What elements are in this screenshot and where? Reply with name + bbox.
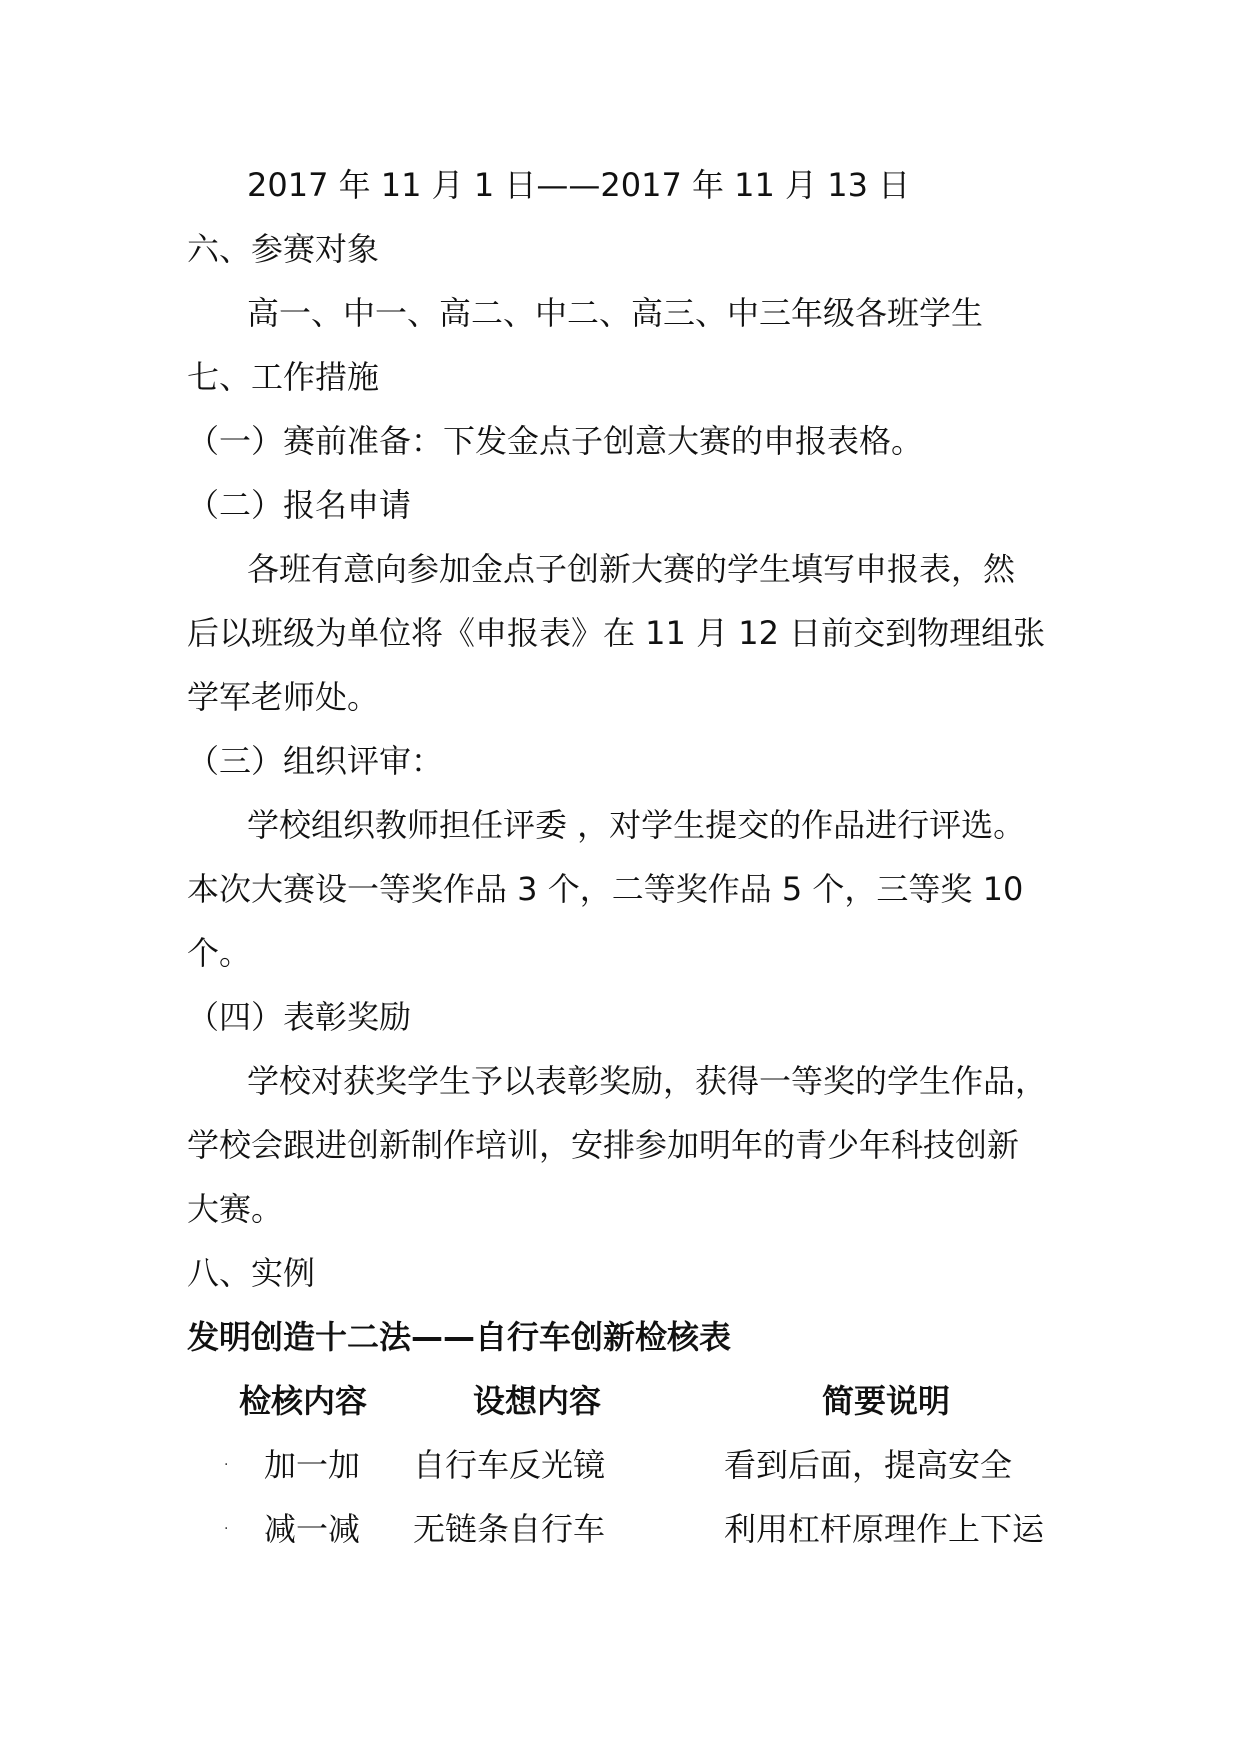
step-three-paragraph-line-1: 学校组织教师担任评委 ，对学生提交的作品进行评选。 — [247, 806, 1026, 844]
participants-line: 高一、中一、高二、中二、高三、中三年级各班学生 — [247, 294, 984, 332]
step-two-paragraph-line-3: 学军老师处。 — [187, 678, 380, 716]
step-two-paragraph-line-1: 各班有意向参加金点子创新大赛的学生填写申报表，然 — [247, 550, 1016, 588]
section-six-heading: 六、参赛对象 — [187, 230, 380, 268]
table-row — [187, 1507, 1067, 1551]
step-four-paragraph-line-2: 学校会跟进创新制作培训，安排参加明年的青少年科技创新 — [187, 1126, 1020, 1164]
step-four-heading: （四）表彰奖励 — [187, 998, 412, 1036]
step-three-paragraph-line-3: 个。 — [187, 934, 252, 972]
step-three-paragraph-line-2: 本次大赛设一等奖作品 3 个，二等奖作品 5 个，三等奖 10 — [187, 870, 1024, 908]
row-idea: 自行车反光镜 — [413, 1446, 606, 1484]
step-three-heading: （三）组织评审： — [187, 742, 444, 780]
step-one-line: （一）赛前准备：下发金点子创意大赛的申报表格。 — [187, 422, 924, 460]
row-idea: 无链条自行车 — [413, 1510, 606, 1548]
step-two-heading: （二）报名申请 — [187, 486, 412, 524]
checklist-table-header — [187, 1379, 1067, 1423]
checklist-title: 发明创造十二法——自行车创新检核表 — [187, 1318, 732, 1356]
header-check-content: 检核内容 — [239, 1382, 368, 1420]
bullet-icon: · — [224, 1521, 229, 1537]
table-row — [187, 1443, 1067, 1487]
header-idea-content: 设想内容 — [473, 1382, 602, 1420]
date-range-line: 2017 年 11 月 1 日——2017 年 11 月 13 日 — [247, 166, 911, 204]
header-brief-description: 简要说明 — [822, 1382, 951, 1420]
step-four-paragraph-line-3: 大赛。 — [187, 1190, 284, 1228]
step-two-paragraph-line-2: 后以班级为单位将《申报表》在 11 月 12 日前交到物理组张 — [187, 614, 1046, 652]
row-method: 加一加 — [264, 1446, 361, 1484]
section-seven-heading: 七、工作措施 — [187, 358, 380, 396]
section-eight-heading: 八、实例 — [187, 1254, 316, 1292]
row-description: 看到后面，提高安全 — [724, 1446, 1013, 1484]
row-description: 利用杠杆原理作上下运 — [724, 1510, 1045, 1548]
step-four-paragraph-line-1: 学校对获奖学生予以表彰奖励，获得一等奖的学生作品， — [247, 1062, 1048, 1100]
bullet-icon: · — [224, 1457, 229, 1473]
row-method: 减一减 — [264, 1510, 361, 1548]
